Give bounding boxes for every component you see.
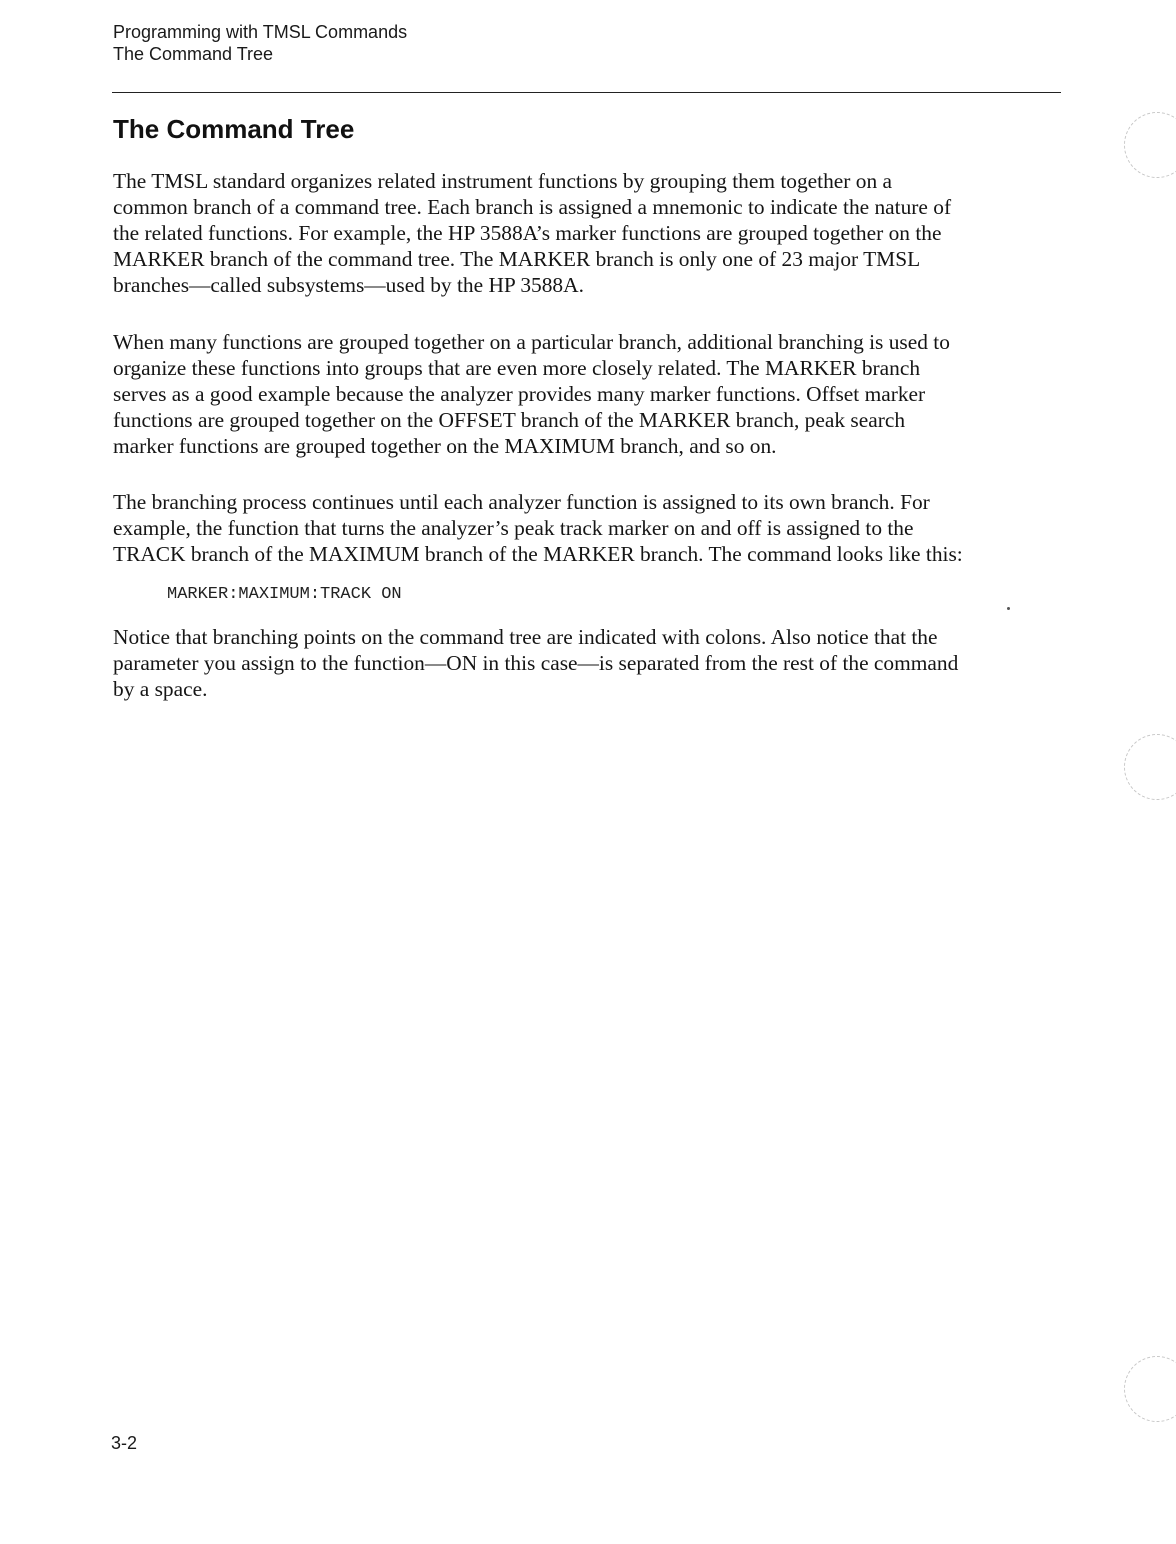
paragraph-2 <box>113 329 1063 459</box>
running-header <box>113 21 407 65</box>
paragraph-line: The TMSL standard organizes related instrument functions by grouping them together on a <box>113 169 892 193</box>
punch-hole-middle <box>1124 734 1176 800</box>
paragraph-line: by a space. <box>113 677 208 701</box>
paragraph-line: Notice that branching points on the command tree are indicated with colons. Also notice that the <box>113 625 938 649</box>
paragraph-3 <box>113 489 1063 567</box>
paragraph-4 <box>113 624 1063 702</box>
paragraph-line: serves as a good example because the analyzer provides many marker functions. Offset marker <box>113 382 926 406</box>
paragraph-line: common branch of a command tree. Each branch is assigned a mnemonic to indicate the nature of <box>113 195 952 219</box>
paragraph-1 <box>113 168 1063 298</box>
header-rule <box>112 92 1061 93</box>
paragraph-line: branches—called subsystems—used by the HP 3588A. <box>113 273 584 297</box>
header-chapter: Programming with TMSL Commands <box>113 22 408 42</box>
header-section: The Command Tree <box>113 44 274 64</box>
paragraph-line: When many functions are grouped together on a particular branch, additional branching is used to <box>113 330 950 354</box>
punch-hole-bottom <box>1124 1356 1176 1422</box>
code-example: MARKER:MAXIMUM:TRACK ON <box>167 585 402 604</box>
paragraph-line: MARKER branch of the command tree. The MARKER branch is only one of 23 major TMSL <box>113 247 921 271</box>
paragraph-line: example, the function that turns the analyzer’s peak track marker on and off is assigned to the <box>113 516 914 540</box>
paragraph-line: TRACK branch of the MAXIMUM branch of the MARKER branch. The command looks like this: <box>113 542 963 566</box>
page-title: The Command Tree <box>113 114 355 144</box>
paragraph-line: The branching process continues until each analyzer function is assigned to its own branch. For <box>113 490 930 514</box>
paragraph-line: marker functions are grouped together on the MAXIMUM branch, and so on. <box>113 434 777 458</box>
paragraph-line: the related functions. For example, the HP 3588A’s marker functions are grouped together on the <box>113 221 942 245</box>
paragraph-line: organize these functions into groups that are even more closely related. The MARKER branch <box>113 356 921 380</box>
scan-speck <box>1007 607 1010 610</box>
paragraph-line: functions are grouped together on the OFFSET branch of the MARKER branch, peak search <box>113 408 906 432</box>
paragraph-line: parameter you assign to the function—ON in this case—is separated from the rest of the command <box>113 651 959 675</box>
punch-hole-top <box>1124 112 1176 178</box>
page-number: 3-2 <box>111 1433 138 1453</box>
